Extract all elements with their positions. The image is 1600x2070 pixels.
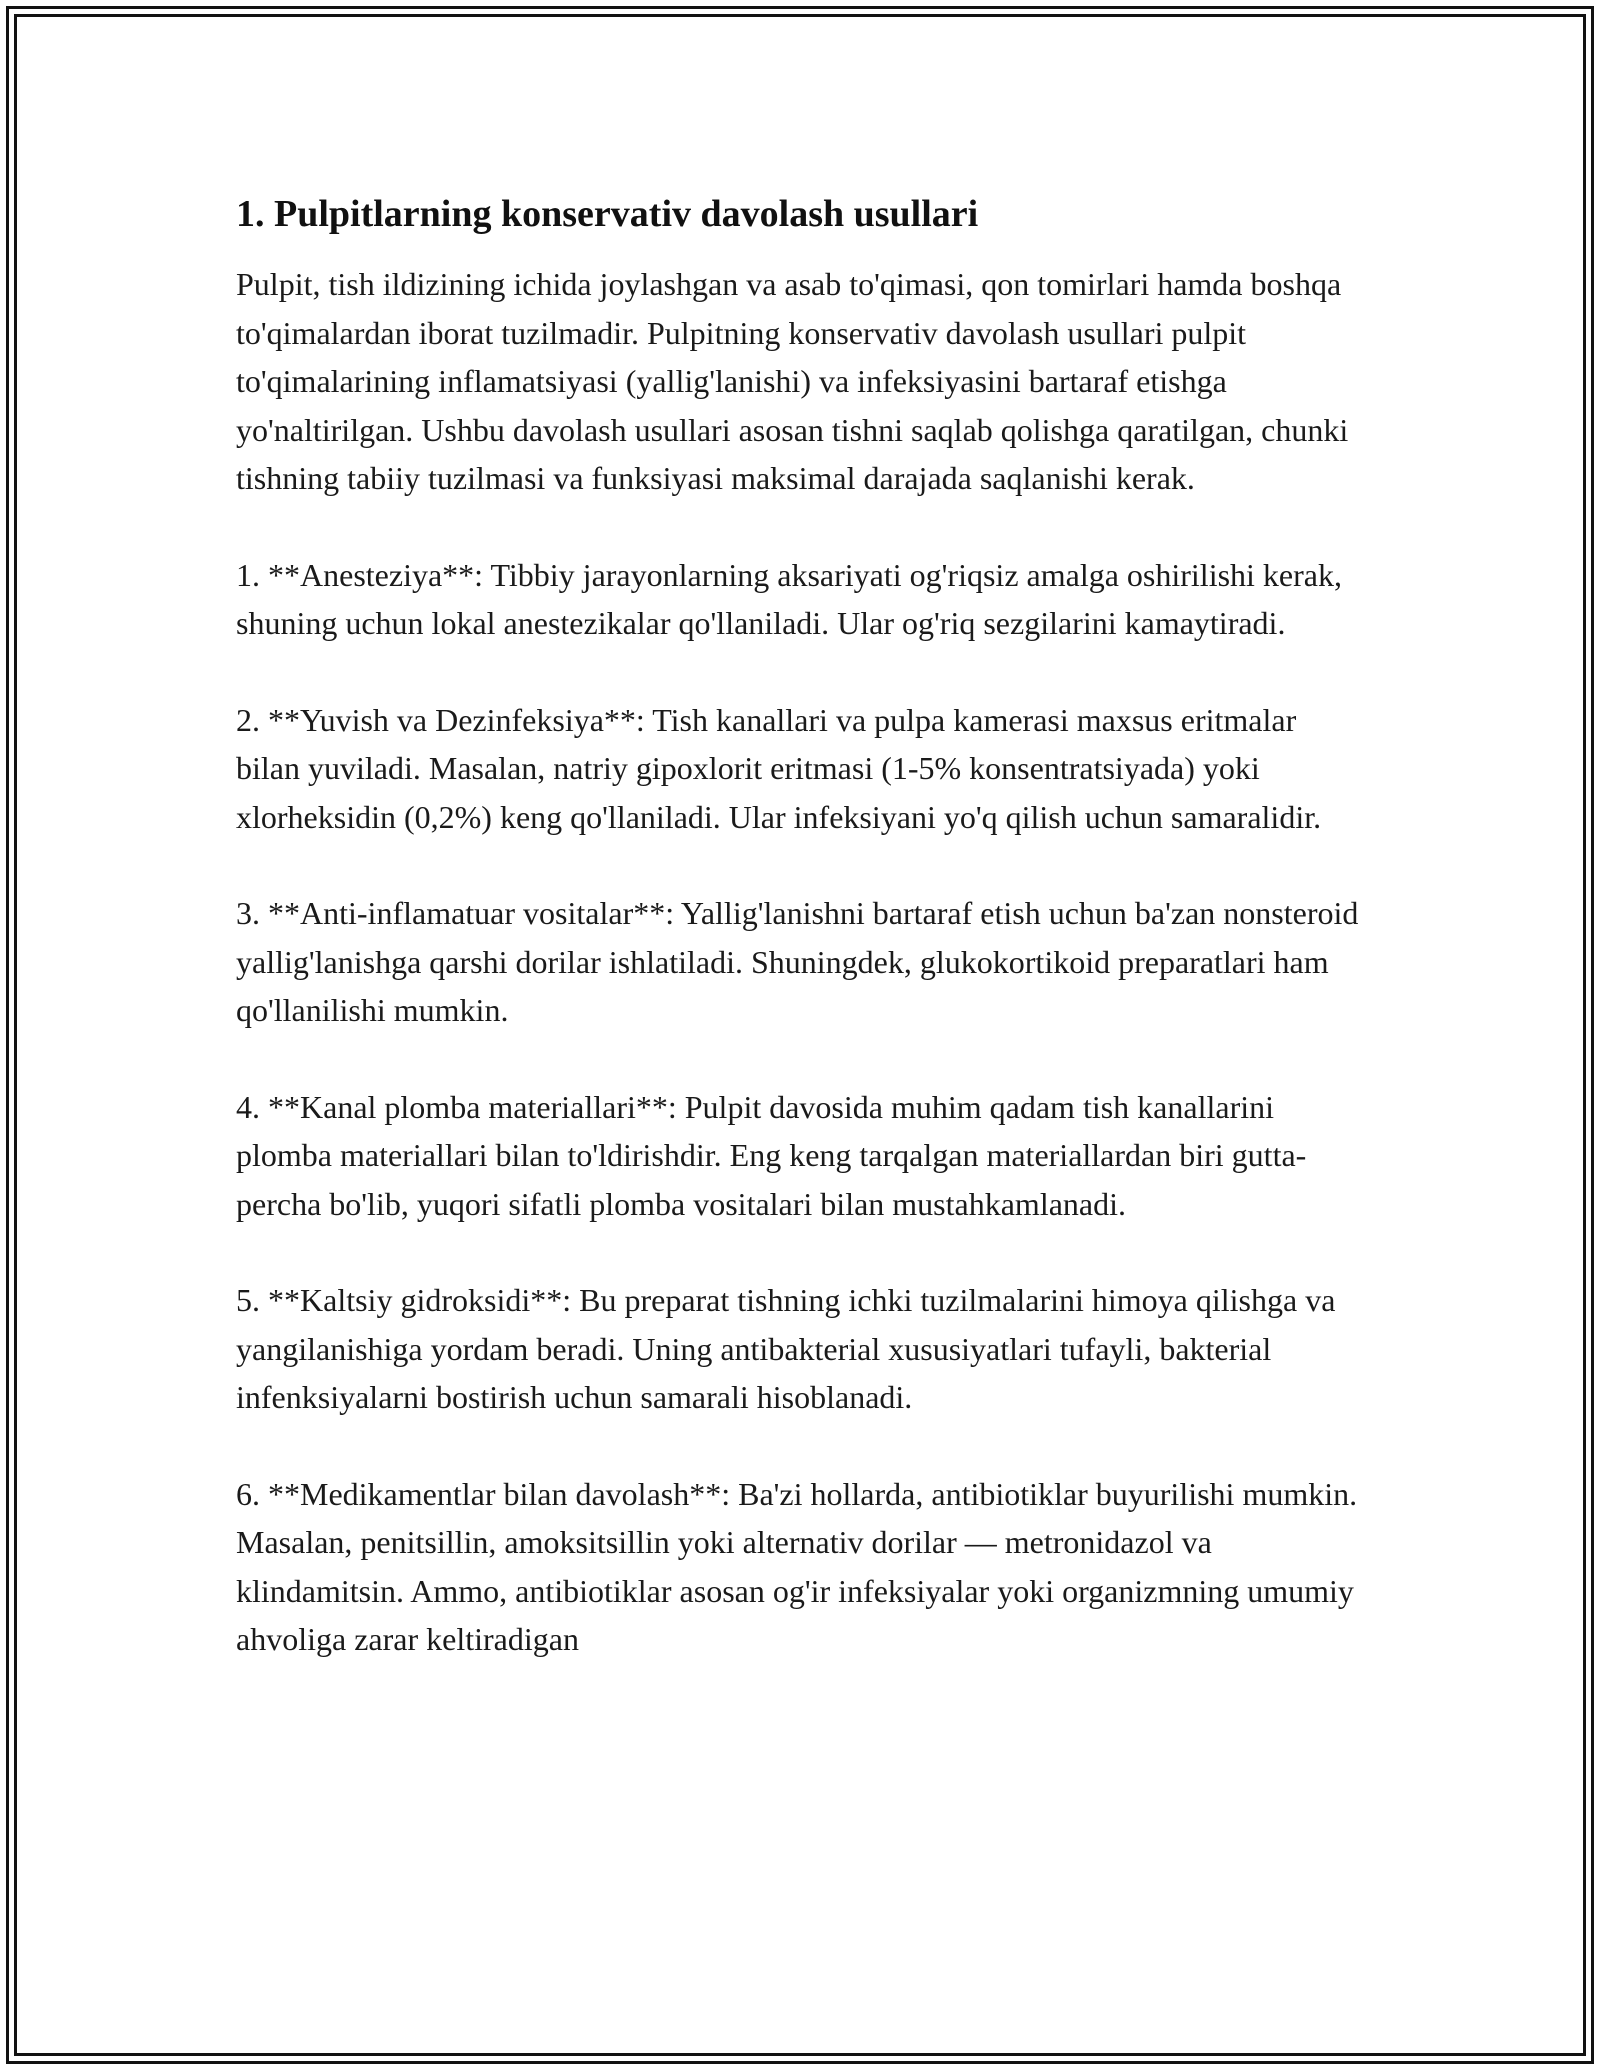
item-yuvish-dezinfeksiya: 2. **Yuvish va Dezinfeksiya**: Tish kanallari va pulpa kamerasi maxsus eritmalar bilan yuviladi. Masalan, natriy gipoxlorit eritmasi (1-5% konsentratsiyada) yoki xlorheksidin (0,2%) keng qo'llaniladi. Ular infeksiyani yo'q qilish uchun samaralidir.: [236, 701, 1322, 835]
intro-paragraph: Pulpit, tish ildizining ichida joylashgan va asab to'qimasi, qon tomirlari hamda boshqa to'qimalardan iborat tuzilmadir. Pulpitning konservativ davolash usullari pulpit to'qimalarining inflamatsiyasi (yallig'lanishi) va infeksiyasini bartaraf etishga yo'naltirilgan. Ushbu davolash usullari asosan tishni saqlab qolishga qaratilgan, chunki tishning tabiiy tuzilmasi va funksiyasi maksimal darajada saqlanishi kerak.: [236, 266, 1349, 496]
item-anesteziya: 1. **Anesteziya**: Tibbiy jarayonlarning aksariyati og'riqsiz amalga oshirilishi kerak, shuning uchun lokal anestezikalar qo'llaniladi. Ular og'riq sezgilarini kamaytiradi.: [236, 556, 1342, 641]
document-body: [236, 188, 1366, 1712]
item-kaltsiy-gidroksidi: 5. **Kaltsiy gidroksidi**: Bu preparat tishning ichki tuzilmalarini himoya qilishga va yangilanishiga yordam beradi. Uning antibakterial xususiyatlari tufayli, bakterial infenksiyalarni bostirish uchun samarali hisoblanadi.: [236, 1282, 1336, 1415]
item-kanal-plomba: 4. **Kanal plomba materiallari**: Pulpit davosida muhim qadam tish kanallarini plomba materiallari bilan to'ldirishdir. Eng keng tarqalgan materiallardan biri gutta-percha bo'lib, yuqori sifatli plomba vositalari bilan mustahkamlanadi.: [236, 1088, 1307, 1222]
section-heading: 1. Pulpitlarning konservativ davolash usullari: [236, 193, 979, 235]
item-anti-inflamatuar: 3. **Anti-inflamatuar vositalar**: Yallig'lanishni bartaraf etish uchun ba'zan nonsteroid yallig'lanishga qarshi dorilar ishlatiladi. Shuningdek, glukokortikoid preparatlari ham qo'llanilishi mumkin.: [236, 895, 1359, 1028]
item-medikamentlar: 6. **Medikamentlar bilan davolash**: Ba'zi hollarda, antibiotiklar buyurilishi mumkin. Masalan, penitsillin, amoksitsillin yoki alternativ dorilar — metronidazol va klindamitsin. Ammo, antibiotiklar asosan og'ir infeksiyalar yoki organizmning umumiy ahvoliga zarar keltiradigan: [236, 1475, 1358, 1657]
